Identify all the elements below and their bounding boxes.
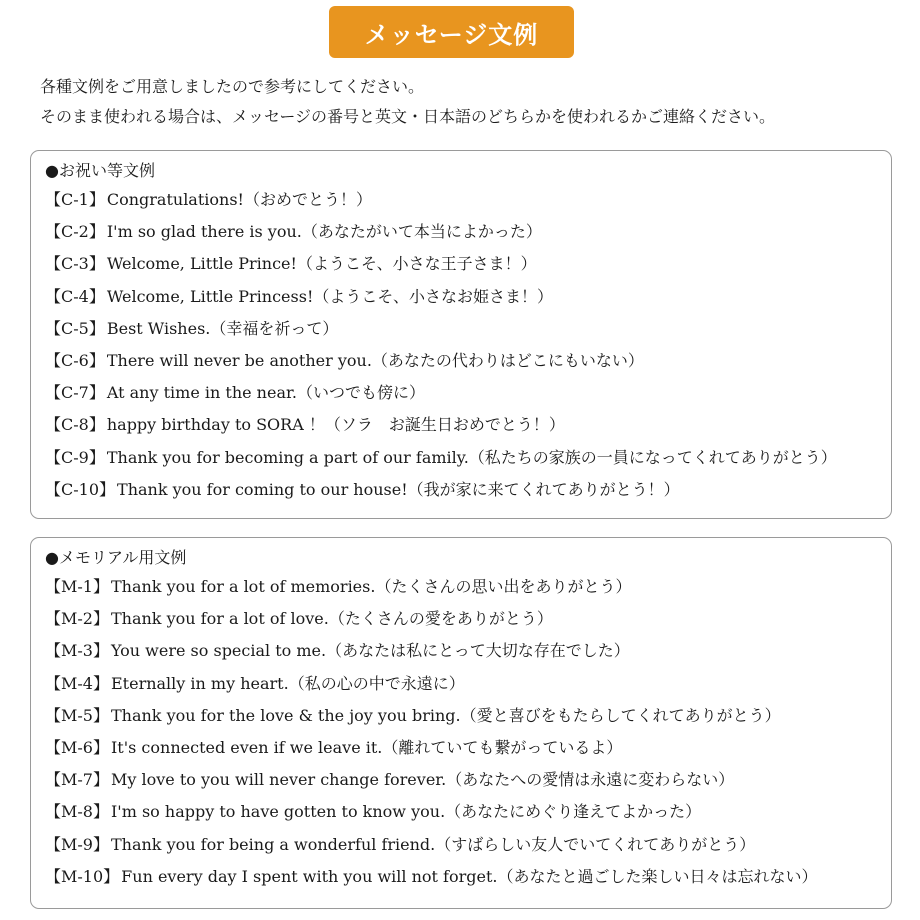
message-text: It's connected even if we leave it.（離れていても繋がっているよ）	[110, 737, 623, 757]
message-item-m-8	[45, 796, 891, 828]
message-item-c-8	[45, 409, 891, 441]
message-item-c-7	[45, 377, 891, 409]
message-text: My love to you will never change forever.（あなたへの愛情は永遠に変わらない）	[110, 770, 735, 790]
message-code: 【M-1】	[45, 577, 109, 596]
message-code: 【C-2】	[45, 222, 105, 242]
message-code: 【M-8】	[45, 802, 109, 822]
message-text: I'm so happy to have gotten to know you.（あなたにめぐり逢えてよかった）	[110, 802, 702, 822]
message-code: 【C-9】	[45, 447, 105, 467]
message-text: You were so special to me.（あなたは私にとって大切な存在でした）	[110, 641, 630, 661]
message-item-c-9	[45, 442, 891, 474]
message-item-m-1	[45, 571, 891, 603]
message-item-c-4	[45, 281, 891, 313]
message-code: 【C-7】	[45, 383, 105, 403]
intro-line: そのまま使われる場合は、メッセージの番号と英文・日本語のどちらかを使われるかご連絡ください。	[40, 107, 776, 126]
message-text: At any time in the near.（いつでも傍に）	[106, 383, 425, 403]
message-item-c-2	[45, 216, 891, 248]
message-text: Fun every day I spent with you will not forget.（あなたと過ごした楽しい日々は忘れない）	[121, 866, 818, 886]
message-code: 【C-6】	[45, 350, 105, 370]
message-item-c-1	[45, 184, 891, 216]
message-item-m-2	[45, 603, 891, 635]
message-item-c-10	[45, 474, 891, 506]
message-text: Congratulations!（おめでとう！）	[106, 190, 372, 209]
celebration-panel	[30, 150, 892, 519]
message-code: 【M-10】	[45, 866, 120, 886]
memorial-panel	[30, 537, 892, 909]
message-item-m-5	[45, 700, 891, 732]
message-code: 【M-9】	[45, 834, 109, 854]
memorial-heading: ●メモリアル用文例	[45, 548, 187, 567]
message-text: Thank you for the love & the joy you bring.（愛と喜びをもたらしてくれてありがとう）	[110, 705, 781, 725]
message-code: 【M-4】	[45, 673, 109, 693]
message-item-c-3	[45, 248, 891, 280]
message-item-m-9	[45, 829, 891, 861]
message-code: 【C-8】	[45, 415, 105, 435]
message-text: happy birthday to SORA ！（ソラ お誕生日おめでとう！）	[106, 415, 565, 435]
message-code: 【M-7】	[45, 770, 109, 790]
message-item-m-6	[45, 732, 891, 764]
message-item-c-5	[45, 313, 891, 345]
intro-text	[40, 72, 900, 132]
message-code: 【M-3】	[45, 641, 109, 661]
message-text: Thank you for a lot of love.（たくさんの愛をありがとう）	[110, 609, 553, 629]
celebration-heading: ●お祝い等文例	[45, 161, 155, 180]
message-code: 【M-5】	[45, 705, 109, 725]
message-text: Thank you for becoming a part of our family.（私たちの家族の一員になってくれてありがとう）	[106, 447, 837, 467]
page-title-banner	[329, 6, 574, 58]
message-text: Welcome, Little Prince!（ようこそ、小さな王子さま！）	[106, 254, 537, 274]
message-item-m-7	[45, 764, 891, 796]
message-code: 【C-4】	[45, 286, 105, 306]
message-code: 【C-3】	[45, 254, 105, 274]
message-text: There will never be another you.（あなたの代わりはどこにもいない）	[106, 350, 644, 370]
message-text: Thank you for a lot of memories.（たくさんの思い出をありがとう）	[110, 577, 632, 596]
page-title: メッセージ文例	[364, 20, 539, 49]
message-code: 【M-6】	[45, 737, 109, 757]
message-text: I'm so glad there is you.（あなたがいて本当によかった）	[106, 222, 542, 242]
message-text: Eternally in my heart.（私の心の中で永遠に）	[110, 673, 465, 693]
message-text: Thank you for being a wonderful friend.（すばらしい友人でいてくれてありがとう）	[110, 834, 756, 854]
message-code: 【C-10】	[45, 479, 116, 499]
message-text: Thank you for coming to our house!（我が家に来てくれてありがとう！）	[117, 479, 680, 499]
message-item-m-10	[45, 861, 891, 893]
message-code: 【C-5】	[45, 318, 105, 338]
message-text: Welcome, Little Princess!（ようこそ、小さなお姫さま！）	[106, 286, 554, 306]
message-item-m-3	[45, 635, 891, 667]
message-code: 【C-1】	[45, 190, 105, 209]
message-item-m-4	[45, 668, 891, 700]
message-text: Best Wishes.（幸福を祈って）	[106, 318, 339, 338]
message-code: 【M-2】	[45, 609, 109, 629]
message-item-c-6	[45, 345, 891, 377]
celebration-list	[45, 184, 891, 506]
intro-line: 各種文例をご用意しましたので参考にしてください。	[40, 77, 425, 96]
memorial-list	[45, 571, 891, 893]
